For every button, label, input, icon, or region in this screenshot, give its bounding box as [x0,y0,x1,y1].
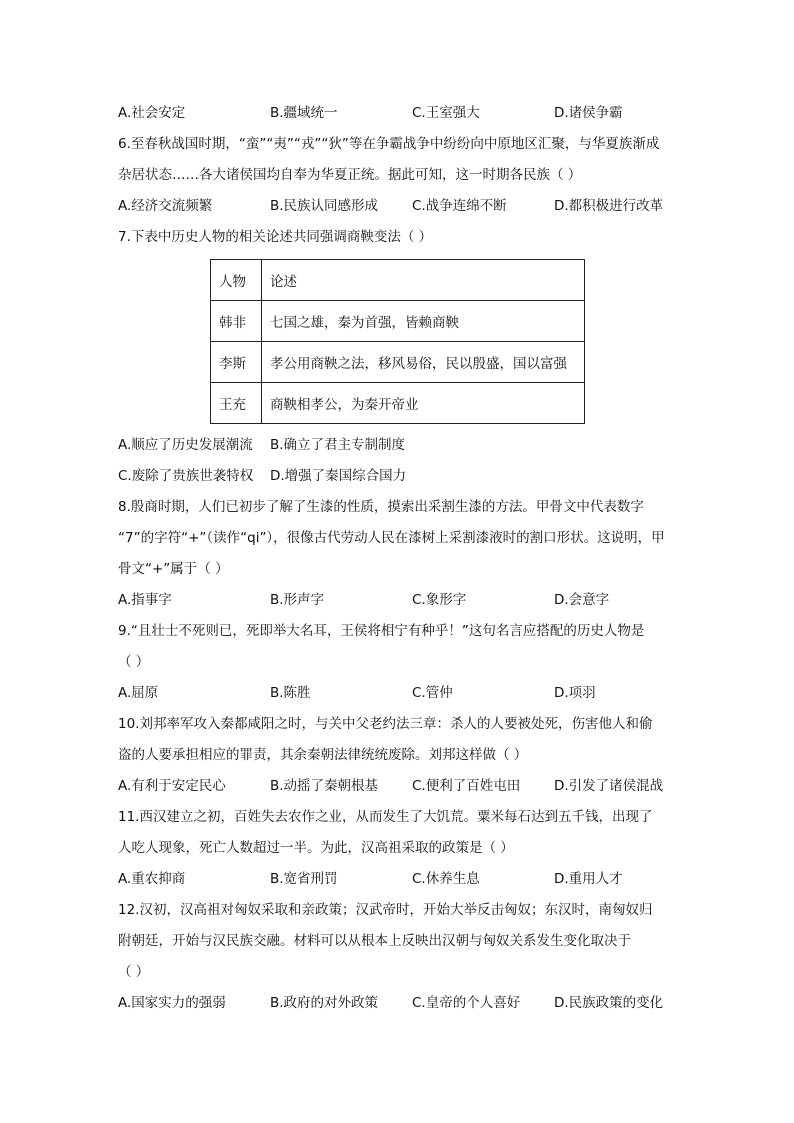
q12-option-a[interactable]: A.国家实力的强弱 [118,995,226,1011]
q8-stem-line-1: 8.殷商时期，人们已初步了解了生漆的性质，摸索出采割生漆的方法。甲骨文中代表数字 [118,499,644,515]
q7-options-row-2 [118,461,678,492]
q8-option-c[interactable]: C.象形字 [412,592,467,608]
q12-stem-line-2: 附朝廷，开始与汉民族交融。材料可以从根本上反映出汉朝与匈奴关系发生变化取决于 [118,933,631,949]
q9-stem-line-2: （ ） [118,654,150,670]
question-9 [118,616,678,678]
question-10 [118,709,678,771]
q5-option-d[interactable]: D.诸侯争霸 [554,105,623,121]
q8-stem-line-2: “7”的字符“+”（读作“qi”），很像古代劳动人民在漆树上采割漆液时的割口形状。这说明，甲 [118,530,665,546]
question-12 [118,895,678,988]
q10-options [118,771,678,802]
table-row [211,342,585,383]
q12-option-b[interactable]: B.政府的对外政策 [270,995,379,1011]
q10-option-a[interactable]: A.有利于安定民心 [118,778,226,794]
q9-option-b[interactable]: B.陈胜 [270,685,311,701]
q5-option-b[interactable]: B.疆域统一 [270,105,338,121]
q7-option-b[interactable]: B.确立了君主专制制度 [270,437,406,453]
q5-options [118,98,678,129]
q6-options [118,191,678,222]
q11-option-d[interactable]: D.重用人才 [554,871,623,887]
table-cell-statement: 孝公用商鞅之法，移风易俗，民以殷盛，国以富强 [262,342,585,383]
q12-option-c[interactable]: C.皇帝的个人喜好 [412,995,521,1011]
q8-option-b[interactable]: B.形声字 [270,592,325,608]
q8-options [118,585,678,616]
q6-option-d[interactable]: D.都积极进行改革 [554,198,664,214]
q7-option-d[interactable]: D.增强了秦国综合国力 [270,468,407,484]
q6-stem-line-2: 杂居状态……各大诸侯国均自奉为华夏正统。据此可知，这一时期各民族（ ） [118,167,582,183]
question-6 [118,129,678,191]
q11-stem-line-1: 11.西汉建立之初，百姓失去农作之业，从而发生了大饥荒。粟米每石达到五千钱，出现了 [118,809,653,825]
q8-option-d[interactable]: D.会意字 [554,592,610,608]
table-cell-person: 李斯 [211,342,262,383]
q11-option-a[interactable]: A.重农抑商 [118,871,186,887]
q12-option-d[interactable]: D.民族政策的变化 [554,995,664,1011]
q9-option-d[interactable]: D.项羽 [554,685,596,701]
table-cell-person: 王充 [211,383,262,424]
question-11 [118,802,678,864]
q7-table [210,259,585,424]
q8-stem-line-3: 骨文“+”属于（ ） [118,561,229,577]
q6-stem-line-1: 6.至春秋战国时期，“蛮”“夷”“戎”“狄”等在争霸战争中纷纷向中原地区汇聚，与华夏族渐成 [118,136,660,152]
q6-option-a[interactable]: A.经济交流频繁 [118,198,213,214]
q9-stem-line-1: 9.“且壮士不死则已，死即举大名耳，王侯将相宁有种乎！”这句名言应搭配的历史人物是 [118,623,645,639]
q11-options [118,864,678,895]
q10-option-b[interactable]: B.动摇了秦朝根基 [270,778,379,794]
q11-option-c[interactable]: C.休养生息 [412,871,480,887]
table-row [211,301,585,342]
q12-options [118,988,678,1019]
q11-option-b[interactable]: B.宽省刑罚 [270,871,338,887]
table-cell-statement: 七国之雄，秦为首强，皆赖商鞅 [262,301,585,342]
q10-stem-line-2: 盗的人要承担相应的罪责，其余秦朝法律统统废除。刘邦这样做（ ） [118,747,528,763]
q12-stem-line-3: （ ） [118,964,150,980]
q9-options [118,678,678,709]
table-row [211,383,585,424]
exam-page [118,98,678,1019]
q8-option-a[interactable]: A.指事字 [118,592,172,608]
q10-stem-line-1: 10.刘邦率军攻入秦都咸阳之时，与关中父老约法三章：杀人的人要被处死，伤害他人和偷 [118,716,653,732]
q5-option-c[interactable]: C.王室强大 [412,105,480,121]
q10-option-d[interactable]: D.引发了诸侯混战 [554,778,664,794]
q9-option-a[interactable]: A.屈原 [118,685,159,701]
q12-stem-line-1: 12.汉初，汉高祖对匈奴采取和亲政策；汉武帝时，开始大举反击匈奴；东汉时，南匈奴归 [118,902,653,918]
q7-stem: 7.下表中历史人物的相关论述共同强调商鞅变法（ ） [118,229,433,245]
q6-option-c[interactable]: C.战争连绵不断 [412,198,507,214]
q5-option-a[interactable]: A.社会安定 [118,105,186,121]
q9-option-c[interactable]: C.管仲 [412,685,453,701]
q7-options-row-1 [118,430,678,461]
q6-option-b[interactable]: B.民族认同感形成 [270,198,379,214]
table-header-row [211,260,585,301]
table-header-person: 人物 [211,260,262,301]
question-7 [118,222,678,253]
q7-option-c[interactable]: C.废除了贵族世袭特权 [118,468,254,484]
q10-option-c[interactable]: C.便利了百姓屯田 [412,778,521,794]
q7-option-a[interactable]: A.顺应了历史发展潮流 [118,437,253,453]
q11-stem-line-2: 人吃人现象，死亡人数超过一半。为此，汉高祖采取的政策是（ ） [118,840,514,856]
question-8 [118,492,678,585]
table-cell-person: 韩非 [211,301,262,342]
table-cell-statement: 商鞅相孝公，为秦开帝业 [262,383,585,424]
table-header-statement: 论述 [262,260,585,301]
